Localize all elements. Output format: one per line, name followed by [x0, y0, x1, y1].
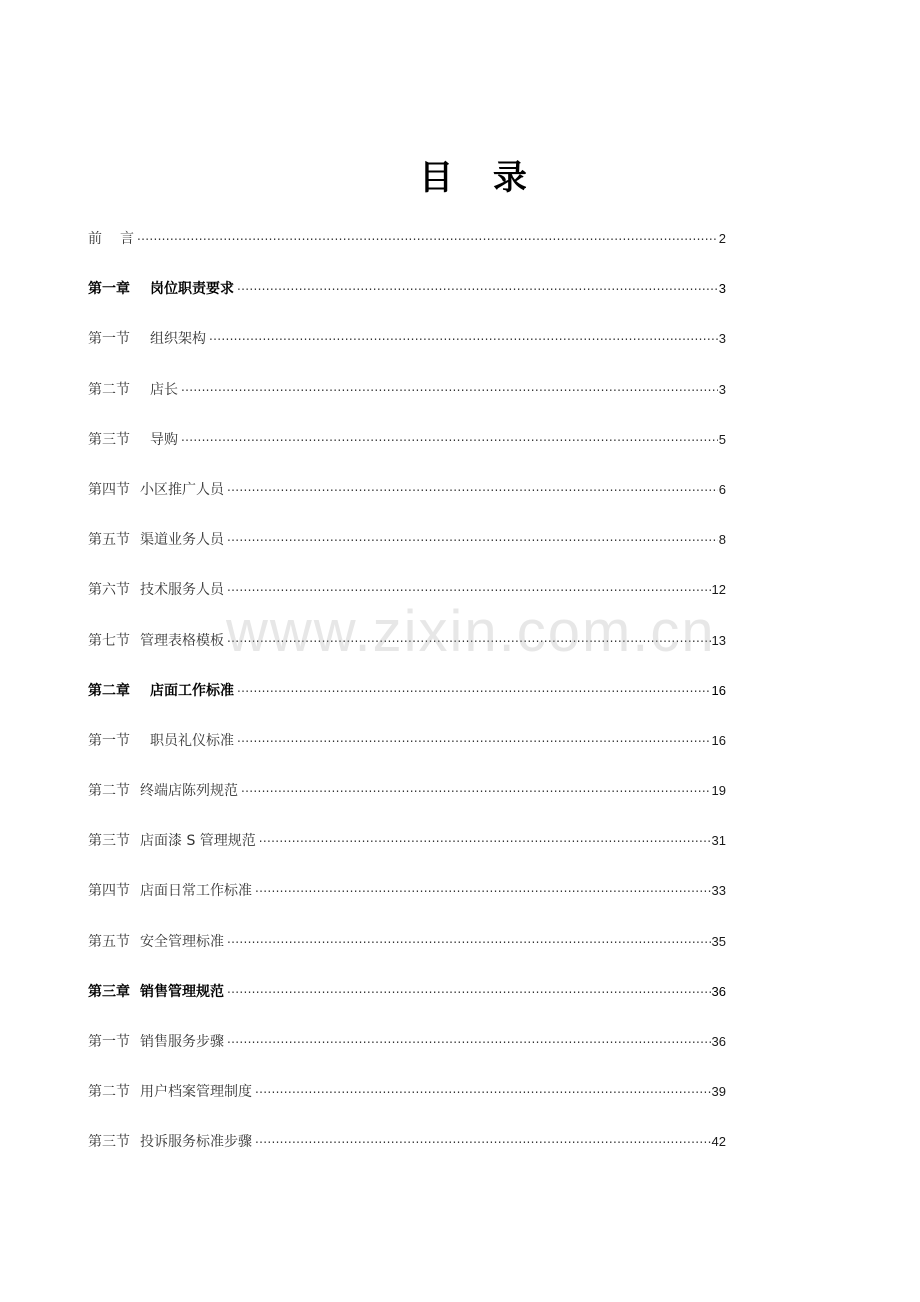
toc-dot-leader: [227, 580, 711, 594]
toc-section-entry[interactable]: [88, 1031, 726, 1081]
toc-section-entry[interactable]: [88, 780, 726, 830]
toc-section-entry[interactable]: [88, 379, 726, 429]
toc-section-entry[interactable]: [88, 429, 726, 479]
toc-dot-leader: [181, 380, 718, 394]
toc-dot-leader: [227, 1032, 711, 1046]
toc-page-number: 19: [711, 783, 726, 799]
toc-entry-label: 管理表格模板: [140, 632, 224, 649]
toc-entry-label: 技术服务人员: [140, 582, 224, 599]
toc-entry-number: 第二节: [88, 1084, 130, 1101]
toc-dot-leader: [227, 932, 711, 946]
toc-entry-number: 第五节: [88, 532, 130, 549]
toc-entry-label: 销售管理规范: [140, 983, 224, 1000]
toc-section-entry[interactable]: [88, 1131, 726, 1181]
toc-entry-number: 第一节: [88, 1034, 130, 1050]
toc-chapter-entry[interactable]: [88, 680, 726, 730]
toc-dot-leader: [227, 480, 718, 494]
toc-page-number: 33: [711, 883, 726, 899]
toc-page-number: 12: [711, 582, 726, 598]
toc-dot-leader: [137, 229, 718, 243]
toc-dot-leader: [181, 430, 718, 444]
toc-entry-label: 组织架构: [150, 331, 206, 348]
toc-entry-number: 第四节: [88, 481, 130, 498]
toc-chapter-entry[interactable]: [88, 278, 726, 328]
toc-section-entry[interactable]: [88, 830, 726, 880]
toc-dot-leader: [255, 881, 711, 895]
toc-entry-label: 安全管理标准: [140, 933, 224, 950]
toc-preface-entry[interactable]: [88, 228, 726, 278]
toc-entry-number: 第二章: [88, 682, 130, 699]
toc-dot-leader: [227, 530, 718, 544]
toc-dot-leader: [209, 329, 718, 343]
toc-page-number: 3: [718, 331, 726, 347]
toc-page-number: 13: [711, 632, 726, 648]
toc-section-entry[interactable]: [88, 730, 726, 780]
toc-entry-number: 第二节: [88, 381, 130, 398]
toc-section-entry[interactable]: [88, 579, 726, 629]
toc-entry-label: 销售服务步骤: [140, 1034, 224, 1050]
toc-title: 目 录: [419, 158, 541, 198]
toc-page-number: 31: [711, 833, 726, 849]
toc-section-entry[interactable]: [88, 931, 726, 981]
toc-dot-leader: [241, 781, 711, 795]
toc-entry-label: 店面日常工作标准: [140, 883, 252, 900]
toc-page-number: 39: [711, 1084, 726, 1100]
toc-page-number: 3: [718, 381, 726, 397]
toc-entry-label: 用户档案管理制度: [140, 1084, 252, 1101]
toc-page-number: 8: [718, 532, 726, 548]
toc-entry-label: 店面漆 S 管理规范: [140, 833, 256, 850]
toc-entry-number: 第三章: [88, 983, 130, 1000]
toc-entry-number: 前: [88, 231, 102, 247]
toc-entry-label: 渠道业务人员: [140, 532, 224, 549]
toc-entry-label: 言: [120, 231, 134, 247]
toc-section-entry[interactable]: [88, 630, 726, 680]
toc-chapter-entry[interactable]: [88, 981, 726, 1031]
toc-section-entry[interactable]: [88, 328, 726, 378]
toc-page-number: 5: [718, 431, 726, 447]
toc-dot-leader: [237, 681, 711, 695]
toc-entry-number: 第四节: [88, 883, 130, 900]
toc-page-number: 16: [711, 732, 726, 748]
toc-entry-label: 职员礼仪标准: [150, 732, 234, 749]
toc-dot-leader: [255, 1082, 711, 1096]
watermark: www.zixin.com.cn: [226, 599, 716, 664]
toc-entry-label: 小区推广人员: [140, 481, 224, 498]
toc-entry-number: 第一节: [88, 331, 130, 348]
toc-page-number: 35: [711, 933, 726, 949]
toc-entry-label: 岗位职责要求: [150, 281, 234, 298]
toc-page-number: 6: [718, 481, 726, 497]
toc-page-number: 2: [718, 231, 726, 246]
toc-section-entry[interactable]: [88, 529, 726, 579]
toc-dot-leader: [237, 731, 711, 745]
toc-page-number: 36: [711, 983, 726, 999]
toc-entry-number: 第三节: [88, 431, 130, 448]
toc-page-number: 16: [711, 682, 726, 698]
toc-dot-leader: [237, 279, 718, 293]
toc-entry-label: 店长: [150, 381, 178, 398]
toc-entry-number: 第二节: [88, 783, 130, 800]
toc-page-number: 3: [718, 281, 726, 297]
toc-page-number: 36: [711, 1034, 726, 1049]
toc-entry-number: 第六节: [88, 582, 130, 599]
toc-entry-number: 第三节: [88, 833, 130, 850]
toc-section-entry[interactable]: [88, 880, 726, 930]
toc-entry-label: 导购: [150, 431, 178, 448]
toc-dot-leader: [255, 1132, 711, 1146]
table-of-contents: [88, 228, 726, 1182]
toc-section-entry[interactable]: [88, 479, 726, 529]
toc-entry-label: 终端店陈列规范: [140, 783, 238, 800]
toc-entry-number: 第三节: [88, 1134, 130, 1151]
toc-entry-label: 店面工作标准: [150, 682, 234, 699]
toc-section-entry[interactable]: [88, 1081, 726, 1131]
toc-page-number: 42: [711, 1134, 726, 1150]
toc-dot-leader: [227, 631, 711, 645]
toc-entry-number: 第一节: [88, 732, 130, 749]
toc-entry-number: 第七节: [88, 632, 130, 649]
toc-entry-label: 投诉服务标准步骤: [140, 1134, 252, 1151]
toc-dot-leader: [227, 982, 711, 996]
toc-entry-number: 第一章: [88, 281, 130, 298]
toc-dot-leader: [259, 831, 711, 845]
toc-entry-number: 第五节: [88, 933, 130, 950]
